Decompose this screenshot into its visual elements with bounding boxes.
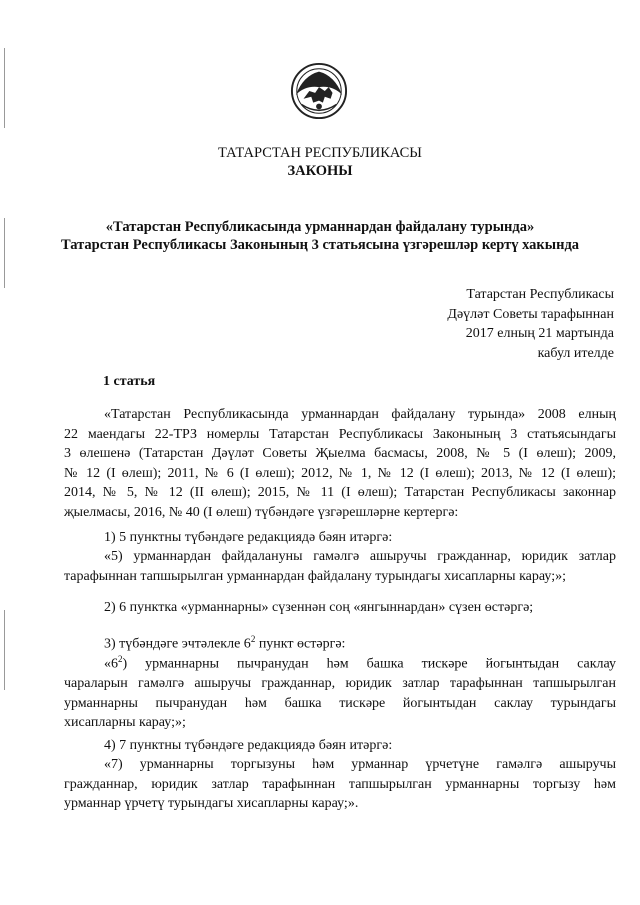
- adoption-line: кабул ителде: [537, 345, 614, 361]
- paragraph-line: урманнарны пычранудан һәм башка тискәре йогынтыдан саклау турындагы: [64, 695, 616, 711]
- adoption-line: Дәүләт Советы тарафыннан: [447, 306, 614, 322]
- item-2-heading: 2) 6 пунктка «урманнарны» сүзеннән соң «янгыннардан» сүзен өстәргә;: [104, 600, 534, 615]
- item-1-text: [64, 547, 616, 586]
- paragraph-line: «$6^2$) урманнарны пычранудан һәм башка тискәре йогынтыдан саклау: [104, 654, 616, 672]
- article-heading: 1 статья: [103, 374, 156, 389]
- margin-line: [4, 610, 5, 690]
- paragraph-line: 3 өлешенә (Татарстан Дәүләт Советы Җыелма басмасы, 2008, № 5 (I өлеш); 2009,: [64, 446, 616, 461]
- paragraph-line: урманнар үрчетү турындагы хисапларны карау;».: [64, 796, 359, 811]
- adoption-line: 2017 елның 21 мартында: [465, 326, 614, 341]
- item-4-text: [64, 755, 616, 814]
- item-4-heading: 4) 7 пунктны түбәндәге редакциядә бәян итәргә:: [104, 738, 393, 753]
- item-3-heading: 3) түбәндәге эчтәлекле $6^2$ пункт өстәргә:: [104, 634, 346, 652]
- paragraph-line: җыелмасы, 2016, № 40 (I өлеш) түбәндәге үзгәрешләрне кертергә:: [64, 504, 459, 520]
- preamble-paragraph: [64, 405, 616, 522]
- paragraph-line: 22 маендагы 22-ТРЗ номерлы Татарстан Республикасы Законының 3 статьясындагы: [64, 426, 616, 442]
- header-law: ЗАКОНЫ: [287, 163, 353, 179]
- header-republic: ТАТАРСТАН РЕСПУБЛИКАСЫ: [218, 145, 422, 161]
- paragraph-line: тарафыннан тапшырылган урманнардан файдалану турындагы хисапларны карау;»;: [64, 568, 566, 584]
- paragraph-line: гражданнар, юридик затлар тарафыннан тапшырылган урманнарны торгызу һәм: [64, 776, 616, 792]
- law-title: [0, 218, 640, 254]
- law-title-line1: «Татарстан Республикасында урманнардан файдалану турында»: [105, 219, 535, 235]
- margin-line: [4, 48, 5, 128]
- paragraph-line: «Татарстан Республикасында урманнардан файдалану турында» 2008 елның: [104, 407, 616, 422]
- adoption-line: Татарстан Республикасы: [466, 287, 614, 302]
- adoption-block: [447, 285, 614, 363]
- paragraph-line: 2014, № 5, № 12 (II өлеш); 2015, № 11 (I өлеш); Татарстан Республикасы законнар: [64, 485, 616, 500]
- item-3-text: [64, 650, 616, 733]
- paragraph-line: № 12 (I өлеш); 2011, № 6 (I өлеш); 2012, № 1, № 12 (I өлеш); 2013, № 12 (I өлеш);: [64, 465, 616, 481]
- paragraph-line: «5) урманнардан файдалануны гамәлгә ашыручы гражданнар, юридик затлар: [104, 549, 616, 564]
- law-title-line2: Татарстан Республикасы Законының 3 статьясына үзгәрешләр кертү хакында: [60, 237, 580, 253]
- paragraph-line: «7) урманнарны торгызуны һәм урманнар үрчетүне гамәлгә ашыручы: [104, 757, 616, 772]
- paragraph-line: чараларын гамәлгә ашыручы гражданнар, юридик затлар тарафыннан тапшырылган: [64, 676, 616, 692]
- tatarstan-emblem: [290, 62, 348, 120]
- item-1-heading: 1) 5 пунктны түбәндәге редакциядә бәян итәргә:: [104, 530, 393, 545]
- paragraph-line: хисапларны карау;»;: [64, 715, 186, 731]
